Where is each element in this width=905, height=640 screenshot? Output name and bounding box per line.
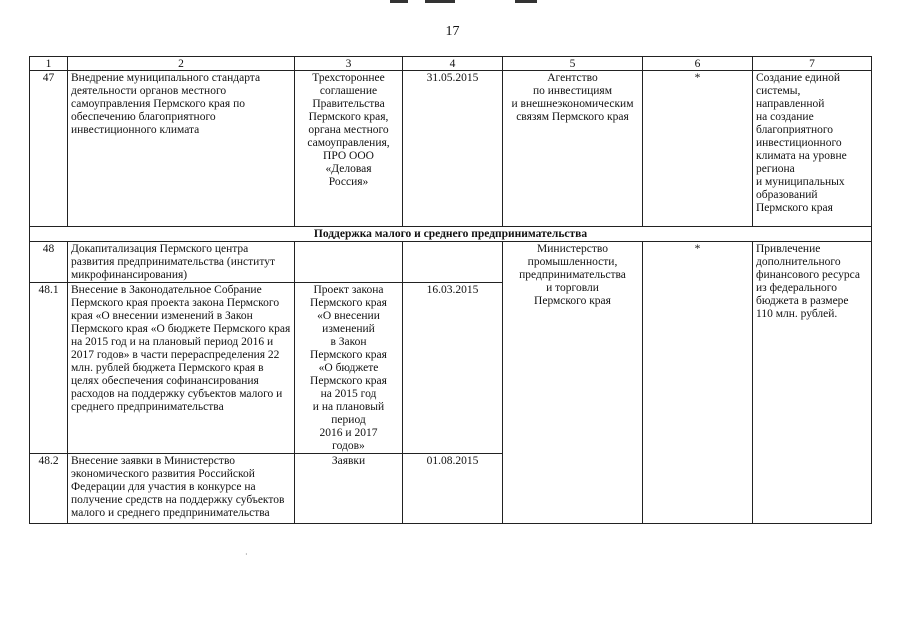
row-number: 48.2 — [30, 454, 68, 524]
document-cell: Заявки — [295, 454, 403, 524]
plan-table — [29, 56, 872, 524]
row-number: 48.1 — [30, 283, 68, 454]
scan-artifact — [390, 0, 408, 3]
column-number: 1 — [30, 57, 68, 71]
row-number: 47 — [30, 71, 68, 227]
action-cell: Докапитализация Пермского центра развития предпринимательства (институт микрофинансирования) — [68, 242, 295, 283]
result-cell: Создание единой системы, направленной на создание благоприятного инвестиционного климата на уровне региона и муниципальных образований Пермского края — [753, 71, 872, 227]
action-cell: Внедрение муниципального стандарта деятельности органов местного самоуправления Пермского края по обеспечению благоприятного инвестиционного климата — [68, 71, 295, 227]
action-cell: Внесение заявки в Министерство экономического развития Российской Федерации для участия в конкурсе на получение средств на поддержку субъектов малого и среднего предпринимательства — [68, 454, 295, 524]
mark-cell: * — [643, 242, 753, 524]
date-cell: 01.08.2015 — [403, 454, 503, 524]
executor-cell: Министерство промышленности, предпринимательства и торговли Пермского края — [503, 242, 643, 524]
result-cell: Привлечение дополнительного финансового ресурса из федерального бюджета в размере 110 млн. рублей. — [753, 242, 872, 524]
section-title: Поддержка малого и среднего предпринимательства — [30, 227, 872, 242]
scan-dot: · — [245, 550, 248, 559]
date-cell — [403, 242, 503, 283]
column-number-row — [30, 57, 872, 71]
document-cell — [295, 242, 403, 283]
column-number: 3 — [295, 57, 403, 71]
page-number: 17 — [445, 24, 460, 39]
scan-artifact — [425, 0, 455, 3]
section-row — [30, 227, 872, 242]
date-cell: 31.05.2015 — [403, 71, 503, 227]
column-number: 4 — [403, 57, 503, 71]
mark-cell: * — [643, 71, 753, 227]
column-number: 2 — [68, 57, 295, 71]
table-row — [30, 71, 872, 227]
column-number: 5 — [503, 57, 643, 71]
executor-cell: Агентство по инвестициям и внешнеэкономическим связям Пермского края — [503, 71, 643, 227]
row-number: 48 — [30, 242, 68, 283]
table-row — [30, 242, 872, 283]
scan-artifact — [515, 0, 537, 3]
action-cell: Внесение в Законодательное Собрание Пермского края проекта закона Пермского края «О внесении изменений в Закон Пермского края «О бюджете Пермского края на 2015 год и на плановый период 2016 и 2017 годов» в части перераспределения 22 млн. рублей бюджета Пермского края в целях обеспечения софинансирования расходов на поддержку субъектов малого и среднего предпринимательства — [68, 283, 295, 454]
column-number: 7 — [753, 57, 872, 71]
date-cell: 16.03.2015 — [403, 283, 503, 454]
column-number: 6 — [643, 57, 753, 71]
document-cell: Проект закона Пермского края «О внесении изменений в Закон Пермского края «О бюджете Пермского края на 2015 год и на плановый период 2016 и 2017 годов» — [295, 283, 403, 454]
document-cell: Трехстороннее соглашение Правительства Пермского края, органа местного самоуправления, ПРО ООО «Деловая Россия» — [295, 71, 403, 227]
